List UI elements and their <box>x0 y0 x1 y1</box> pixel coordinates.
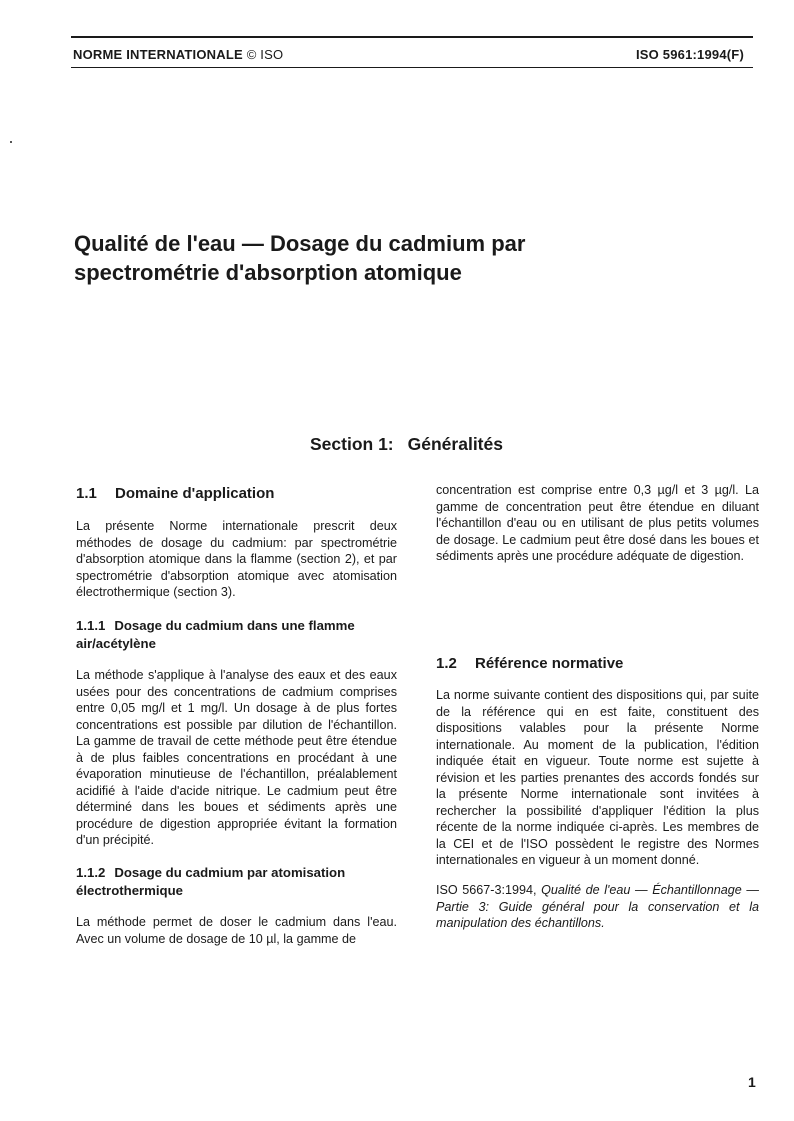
title-line-1: Qualité de l'eau — Dosage du cadmium par <box>74 231 526 256</box>
heading-number: 1.2 <box>436 655 457 672</box>
heading-text: Domaine d'application <box>115 485 275 502</box>
heading-text: Référence normative <box>475 655 624 672</box>
heading-text: Dosage du cadmium dans une flamme air/acétylène <box>76 618 355 651</box>
page-number: 1 <box>748 1074 756 1090</box>
section-name: Généralités <box>407 434 503 454</box>
heading-number: 1.1 <box>76 485 97 502</box>
header-copyright: © ISO <box>246 47 284 62</box>
heading-number: 1.1.1 <box>76 618 106 633</box>
heading-1-1 <box>76 485 397 502</box>
header-bottom-rule <box>71 67 753 68</box>
paragraph-1-2: La norme suivante contient des dispositions qui, par suite de la référence qui en est faite, constituent des dispositions valables pour la présente Norme internationale. Au moment de la publication, l'édition indiquée était en vigueur. Toute norme est sujette à révision et les parties prenantes des accords fondés sur la présente Norme internationale sont invitées à rechercher la possibilité d'appliquer l'édition la plus récente de la norme indiquée ci-après. Les membres de la CEI et de l'ISO possèdent le registre des Normes internationales en vigueur à un moment donné. <box>436 688 759 867</box>
reference-title: Qualité de l'eau — Échantillonnage — Partie 3: Guide général pour la conservation et la manipulation des échantillons. <box>436 883 760 930</box>
paragraph-1-1: La présente Norme internationale prescrit deux méthodes de dosage du cadmium: par spectrométrie d'absorption atomique dans la flamme (section 2), et par spectrométrie d'absorption atomique avec atomisation électrothermique (section 3). <box>76 519 397 599</box>
header-doc-id: ISO 5961:1994(F) <box>636 47 744 62</box>
heading-1-1-2 <box>76 864 397 900</box>
paragraph-1-1-2-continued: concentration est comprise entre 0,3 µg/l et 3 µg/l. La gamme de concentration peut être étendue en diluant l'échantillon d'eau ou en utilisant de plus petits volumes de dosage. Le cadmium peut être dosé dans les boues et sédiments après une procédure adéquate de digestion. <box>436 483 759 563</box>
paragraph-1-1-1: La méthode s'applique à l'analyse des eaux et des eaux usées pour des concentrations de cadmium comprises entre 0,05 mg/l et 1 mg/l. Un dosage à de plus fortes concentrations est possible par dilution de l'échantillon. La gamme de travail de cette méthode peut être étendue à de plus faibles concentrations en procédant à une évaporation minutieuse de l'échantillon, préalablement acidifié à l'aide d'acide nitrique. Le cadmium peut être déterminé dans les boues et sédiments après une procédure de digestion appropriée évitant la formation d'un précipité. <box>76 668 397 847</box>
section-heading <box>310 434 503 455</box>
header-standard-type: NORME INTERNATIONALE <box>73 47 243 62</box>
section-label: Section 1: <box>310 434 394 454</box>
heading-text: Dosage du cadmium par atomisation électrothermique <box>76 865 346 898</box>
normative-reference <box>436 882 759 932</box>
heading-1-1-1 <box>76 617 397 653</box>
title-line-2: spectrométrie d'absorption atomique <box>74 260 462 285</box>
paragraph-1-1-2: La méthode permet de doser le cadmium dans l'eau. Avec un volume de dosage de 10 µl, la gamme de <box>76 915 397 946</box>
document-title <box>74 229 674 287</box>
scan-speck <box>10 141 12 143</box>
header-left <box>73 47 283 62</box>
heading-1-2 <box>436 655 759 672</box>
reference-id: ISO 5667-3:1994, <box>436 883 537 897</box>
header-top-rule <box>71 36 753 38</box>
heading-number: 1.1.2 <box>76 865 106 880</box>
